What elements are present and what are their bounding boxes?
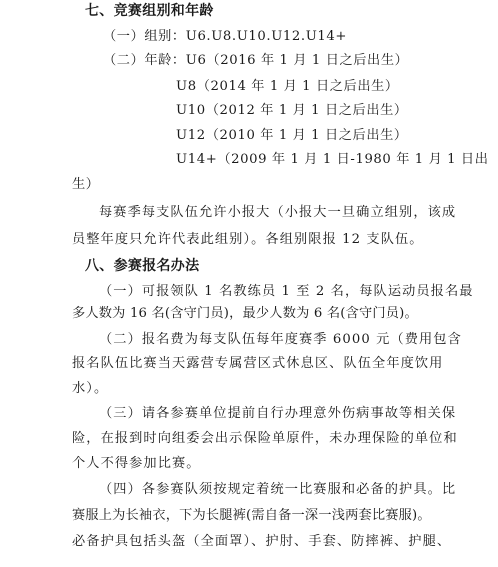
section-7-paragraph-line: 员整年度只允许代表此组别）。各组别限报 12 支队伍。 — [72, 232, 424, 247]
group-line: （一）组别：U6.U8.U10.U12.U14+ — [103, 29, 348, 44]
section-7-paragraph-line: 每赛季每支队伍允许小报大（小报大一旦确立组别，该成 — [99, 205, 457, 220]
age-line-u14: U14+（2009 年 1 月 1 日-1980 年 1 月 1 日出 — [176, 152, 489, 167]
item-2-line: （二）报名费为每支队伍每年度赛季 6000 元（费用包含 — [99, 332, 462, 347]
section-7-heading: 七、竞赛组别和年龄 — [85, 3, 214, 19]
item-4-line: （四）各参赛队须按规定着统一比赛服和必备的护具。比 — [99, 482, 457, 497]
item-3-line: 险，在报到时向组委会出示保险单原件，未办理保险的单位和 — [72, 431, 458, 446]
age-line-u6: （二）年龄：U6（2016 年 1 月 1 日之后出生） — [103, 53, 409, 68]
section-8-heading: 八、参赛报名办法 — [85, 258, 200, 274]
item-2-line: 报名队伍比赛当天露营专属营区式休息区、队伍全年度饮用 — [72, 356, 444, 371]
age-line-continuation: 生） — [72, 177, 100, 192]
item-4-line: 必备护具包括头盔（全面罩）、护肘、手套、防摔裤、护腿、 — [72, 534, 452, 549]
age-line-u12: U12（2010 年 1 月 1 日之后出生） — [176, 128, 408, 143]
age-line-u8: U8（2014 年 1 月 1 日之后出生） — [176, 79, 399, 94]
item-4-line: 赛服上为长袖衣，下为长腿裤(需自备一深一浅两套比赛服)。 — [72, 508, 431, 523]
item-2-line: 水）。 — [72, 381, 109, 396]
age-line-u10: U10（2012 年 1 月 1 日之后出生） — [176, 103, 408, 118]
item-1-line: 多人数为 16 名(含守门员)，最少人数为 6 名(含守门员)。 — [72, 306, 418, 321]
item-3-line: 个人不得参加比赛。 — [72, 456, 201, 471]
item-1-line: （一）可报领队 1 名教练员 1 至 2 名，每队运动员报名最 — [99, 284, 474, 299]
item-3-line: （三）请各参赛单位提前自行办理意外伤病事故等相关保 — [99, 406, 457, 421]
